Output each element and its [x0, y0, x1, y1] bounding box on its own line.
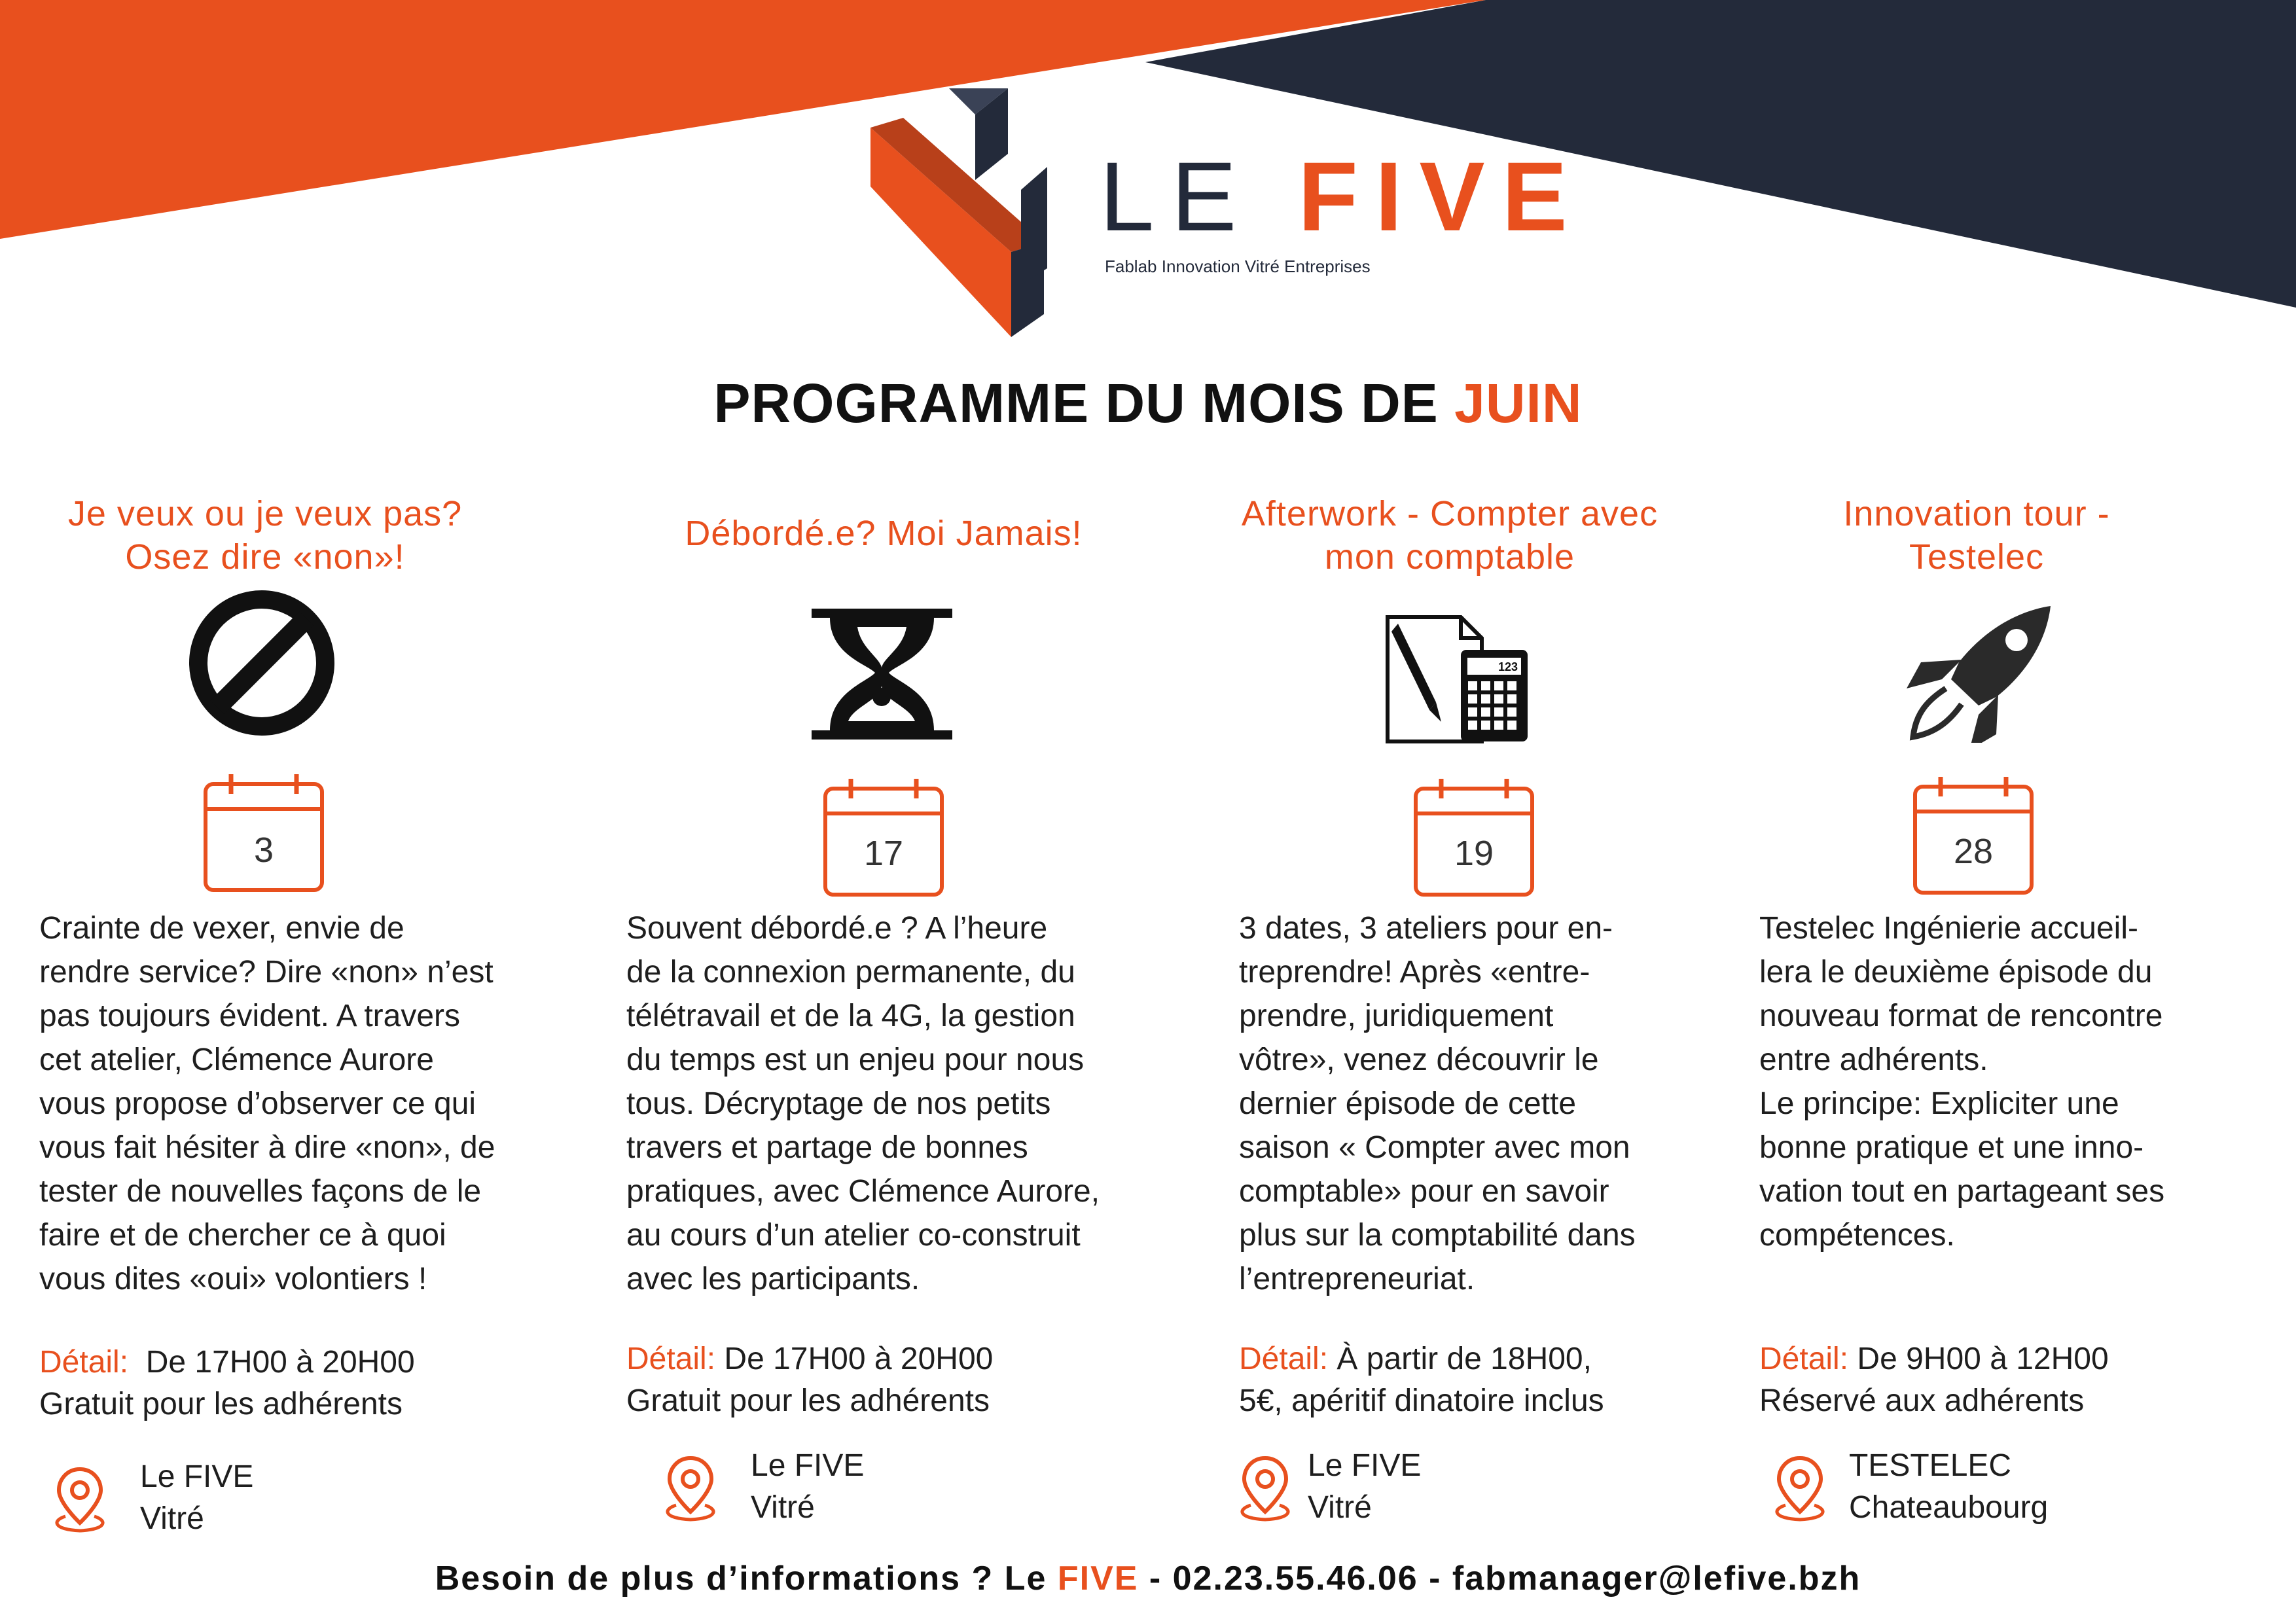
event-detail: Détail: De 9H00 à 12H00 Réservé aux adhérents: [1759, 1342, 2109, 1418]
brand-le: LE: [1100, 141, 1254, 251]
detail-label: Détail:: [626, 1342, 716, 1376]
date-calendar: [1412, 776, 1536, 900]
date-calendar: [821, 776, 946, 900]
date-calendar: [202, 771, 326, 895]
event-day: 19: [1454, 834, 1494, 873]
prohibited-icon: [187, 588, 337, 738]
page-title: [0, 372, 2296, 435]
location-place: Le FIVE: [140, 1459, 254, 1494]
event-title: Débordé.e? Moi Jamais!: [685, 514, 1083, 553]
event-day: 3: [253, 830, 274, 870]
event-title: Je veux ou je veux pas? Osez dire «non»!: [67, 494, 463, 577]
event-location: [1308, 1445, 1421, 1529]
event-detail: Détail: De 17H00 à 20H00 Gratuit pour les adhérents: [626, 1342, 994, 1418]
event-day: 28: [1953, 832, 1994, 871]
location-pin-icon: [1767, 1452, 1833, 1524]
hourglass-icon: [812, 609, 952, 740]
event-title: Innovation tour - Testelec: [1843, 494, 2110, 577]
location-city: Vitré: [140, 1501, 204, 1536]
event-description: Souvent débordé.e ? A l’heure de la connexion permanente, du télétravail et de la 4G, la gestion du temps est un enjeu pour nous tous. Décryptage de nos petits travers et partage de bonnes pratiques, avec Clémence Aurore, au cours d’un atelier co-construit avec les participants.: [626, 911, 1100, 1296]
calculator-display: 123: [1498, 660, 1518, 673]
location-pin-icon: [1232, 1452, 1298, 1524]
contact-footer: [0, 1559, 2296, 1598]
location-city: Chateaubourg: [1849, 1490, 2049, 1525]
event-location: [751, 1445, 864, 1529]
event-description: 3 dates, 3 ateliers pour en- treprendre! Après «entre- prendre, juridiquement vôtre», venez découvrir le dernier épisode de cette saison « Compter avec mon comptable» pour en savoir plus sur la comptabilité dans l’entrepreneuriat.: [1239, 911, 1636, 1296]
event-description: Testelec Ingénierie accueil- lera le deuxième épisode du nouveau format de rencontre entre adhérents. Le principe: Expliciter une bonne pratique et une inno- vation tout en partageant ses compétences.: [1759, 911, 2165, 1253]
event-description: Crainte de vexer, envie de rendre service? Dire «non» n’est pas toujours évident. A travers cet atelier, Clémence Aurore vous propose d’observer ce qui vous fait hésiter à dire «non», de tester de nouvelles façons de le faire et de chercher ce à quoi vous dites «oui» volontiers !: [39, 911, 495, 1296]
footer-brand: FIVE: [1057, 1560, 1139, 1597]
location-city: Vitré: [751, 1490, 815, 1525]
footer-text-before: Besoin de plus d’informations ? Le: [435, 1560, 1058, 1597]
footer-contact: - 02.23.55.46.06 - fabmanager@lefive.bzh: [1138, 1560, 1861, 1597]
event-location: [140, 1456, 253, 1540]
detail-label: Détail:: [39, 1345, 129, 1380]
event-day: 17: [863, 834, 904, 873]
accounting-calculator-icon: [1382, 611, 1530, 745]
event-title: Afterwork - Compter avec mon comptable: [1241, 494, 1659, 577]
detail-label: Détail:: [1239, 1342, 1329, 1376]
date-calendar: [1911, 774, 2036, 898]
event-location: [1849, 1445, 2048, 1529]
detail-label: Détail:: [1759, 1342, 1849, 1376]
location-place: Le FIVE: [751, 1448, 865, 1483]
location-place: Le FIVE: [1308, 1448, 1422, 1483]
event-detail: Détail: À partir de 18H00, 5€, apéritif dinatoire inclus: [1239, 1342, 1604, 1418]
rocket-icon: [1901, 602, 2058, 743]
event-detail: Détail: De 17H00 à 20H00 Gratuit pour les adhérents: [39, 1345, 415, 1421]
page-title-month: JUIN: [1454, 372, 1583, 434]
location-pin-icon: [658, 1452, 723, 1524]
page-title-main: PROGRAMME DU MOIS DE: [713, 372, 1455, 434]
brand-five: FIVE: [1298, 141, 1585, 251]
brand-wordmark: [1100, 141, 1585, 251]
brand-tagline: Fablab Innovation Vitré Entreprises: [1105, 257, 1371, 276]
location-place: TESTELEC: [1849, 1448, 2012, 1483]
location-pin-icon: [47, 1463, 113, 1535]
location-city: Vitré: [1308, 1490, 1372, 1525]
